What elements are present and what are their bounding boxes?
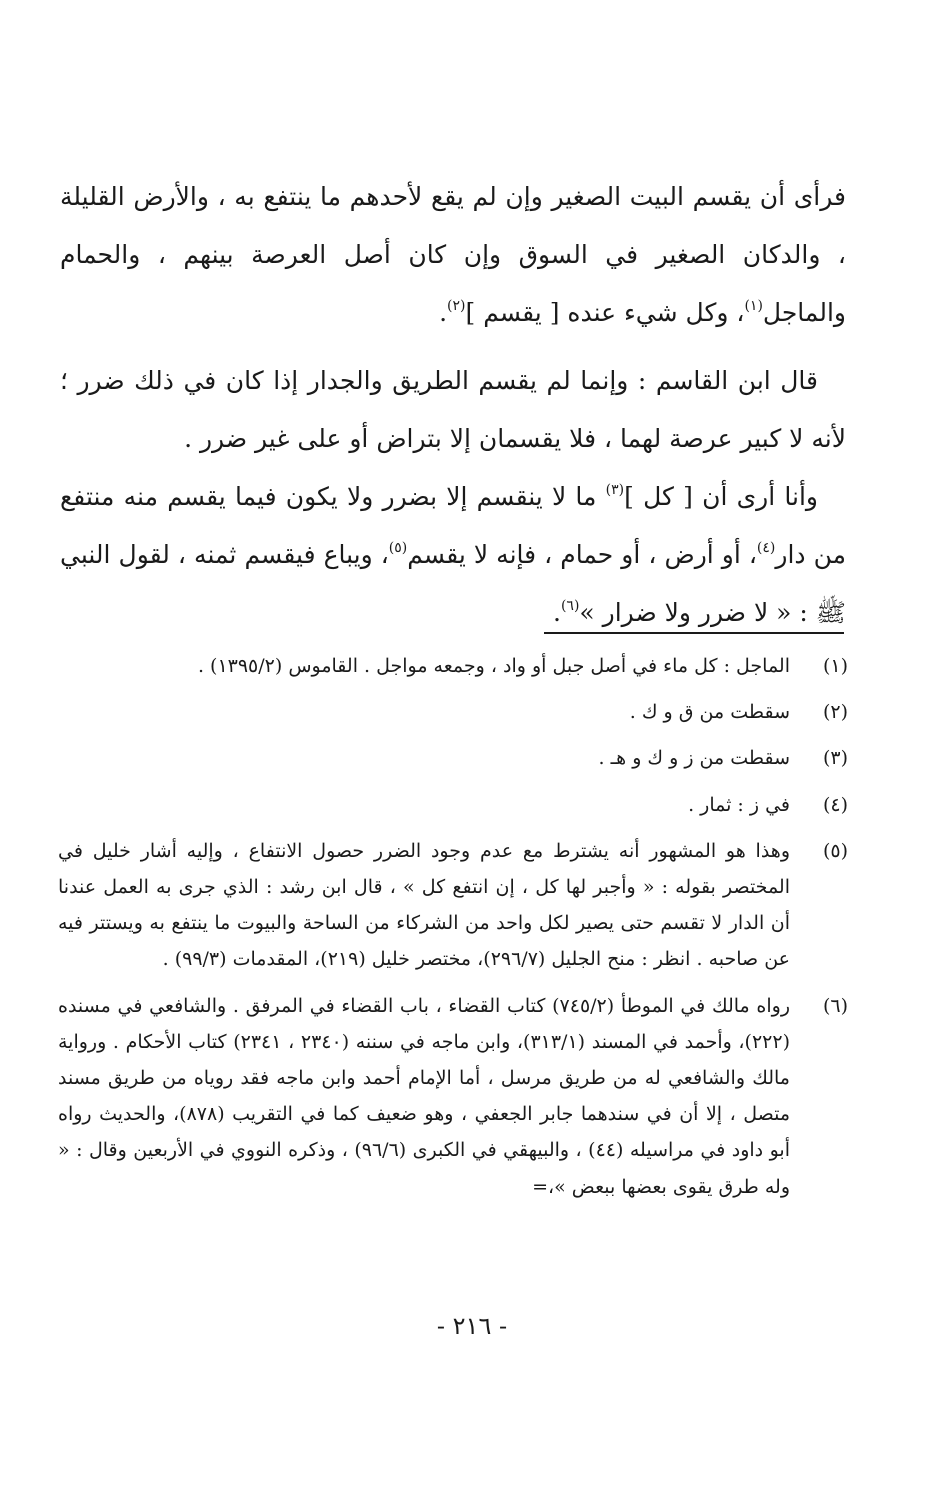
footnote-number: (٣) xyxy=(822,747,848,770)
footnote-3 xyxy=(58,740,848,776)
footnotes-list xyxy=(58,648,848,1215)
paragraph-1-text-c: . xyxy=(439,298,448,327)
paragraph-2: قال ابن القاسم : وإنما لم يقسم الطريق والجدار إذا كان في ذلك ضرر ؛ لأنه لا كبير عرصة لهما ، فلا يقسمان إلا بتراض أو على غير ضرر . xyxy=(60,366,846,453)
footnote-1 xyxy=(58,648,848,684)
footnote-number: (٦) xyxy=(822,994,848,1017)
footnote-text: رواه مالك في الموطأ (٧٤٥/٢) كتاب القضاء ، باب القضاء في المرفق . والشافعي في مسنده (٢٢٢)، وأحمد في المسند (٣١٣/١)، وابن ماجه في سننه (٢٣٤٠ ، ٢٣٤١) كتاب الأحكام . ورواية مالك والشافعي له من طريق مرسل ، أما الإمام أحمد وابن ماجه فقد روياه من طريق مسند متصل ، إلا أن في سندهما جابر الجعفي ، وهو ضعيف كما في التقريب (٨٧٨)، والحديث رواه أبو داود في مراسيله (٤٤) ، والبيهقي في الكبرى (٩٦/٦) ، وذكره النووي في الأربعين وقال : « وله طرق يقوى بعضها ببعض »،= xyxy=(58,994,790,1198)
footnote-text: سقطت من ق و ك . xyxy=(629,701,790,724)
paragraph-3-text-a: وأنا أرى أن [ كل ] xyxy=(624,482,819,511)
paragraph-1-text-b: ، وكل شيء عنده [ يقسم ] xyxy=(465,298,745,327)
footnote-marker-5: (٥) xyxy=(388,540,408,556)
paragraph-3-text-e: . xyxy=(553,598,561,627)
paragraph-3-text-d: ، ويباع فيقسم ثمنه ، لقول النبي ﷺ : « لا ضرر ولا ضرار » xyxy=(60,540,846,627)
footnote-text: وهذا هو المشهور أنه يشترط مع عدم وجود الضرر حصول الانتفاع ، وإليه أشار خليل في المختصر بقوله : « وأجبر لها كل ، إن انتفع كل » ، قال ابن رشد : الذي جرى به العمل عندنا أن الدار لا تقسم حتى يصير لكل واحد من الشركاء من الساحة والبيوت ما ينتفع به ويستتر فيه عن صاحبه . انظر : منح الجليل (٢٩٦/٧)، مختصر خليل (٢١٩)، المقدمات (٩٩/٣) . xyxy=(58,839,790,971)
footnote-separator-line xyxy=(544,632,844,634)
footnote-6 xyxy=(58,988,848,1205)
page-number: - ٢١٦ - xyxy=(436,1312,508,1340)
footnote-4 xyxy=(58,787,848,823)
main-text-block xyxy=(60,168,846,642)
footnote-number: (٥) xyxy=(822,839,848,862)
footnote-text: في ز : ثمار . xyxy=(688,793,790,816)
footnote-text: الماجل : كل ماء في أصل جبل أو واد ، وجمعه مواجل . القاموس (١٣٩٥/٢) . xyxy=(197,655,790,677)
paragraph-3 xyxy=(60,468,846,642)
footnote-5 xyxy=(58,833,848,978)
footnote-marker-2: (٢) xyxy=(447,298,466,314)
footnote-marker-4: (٤) xyxy=(756,540,776,556)
footnote-marker-6: (٦) xyxy=(560,598,580,614)
footnote-2 xyxy=(58,694,848,730)
paragraph-1 xyxy=(60,168,846,342)
footnote-marker-1: (١) xyxy=(744,298,763,314)
footnote-number: (٢) xyxy=(822,701,848,724)
footnote-text: سقطت من ز و ك و هـ . xyxy=(598,747,790,770)
footnote-number: (١) xyxy=(822,655,848,677)
footnote-number: (٤) xyxy=(822,793,848,816)
footnote-marker-3: (٣) xyxy=(605,482,625,498)
paragraph-1-text-a: فرأى أن يقسم البيت الصغير وإن لم يقع لأحدهم ما ينتفع به ، والأرض القليلة ، والدكان الصغير في السوق وإن كان أصل العرصة بينهم ، والحمام والماجل xyxy=(60,182,846,327)
paragraph-3-text-b: ما لا ينقسم إلا بضرر ولا يكون فيما يقسم منه منتفع من دار xyxy=(60,482,846,569)
paragraph-3-text-c: ، أو أرض ، أو حمام ، فإنه لا يقسم xyxy=(407,540,757,569)
